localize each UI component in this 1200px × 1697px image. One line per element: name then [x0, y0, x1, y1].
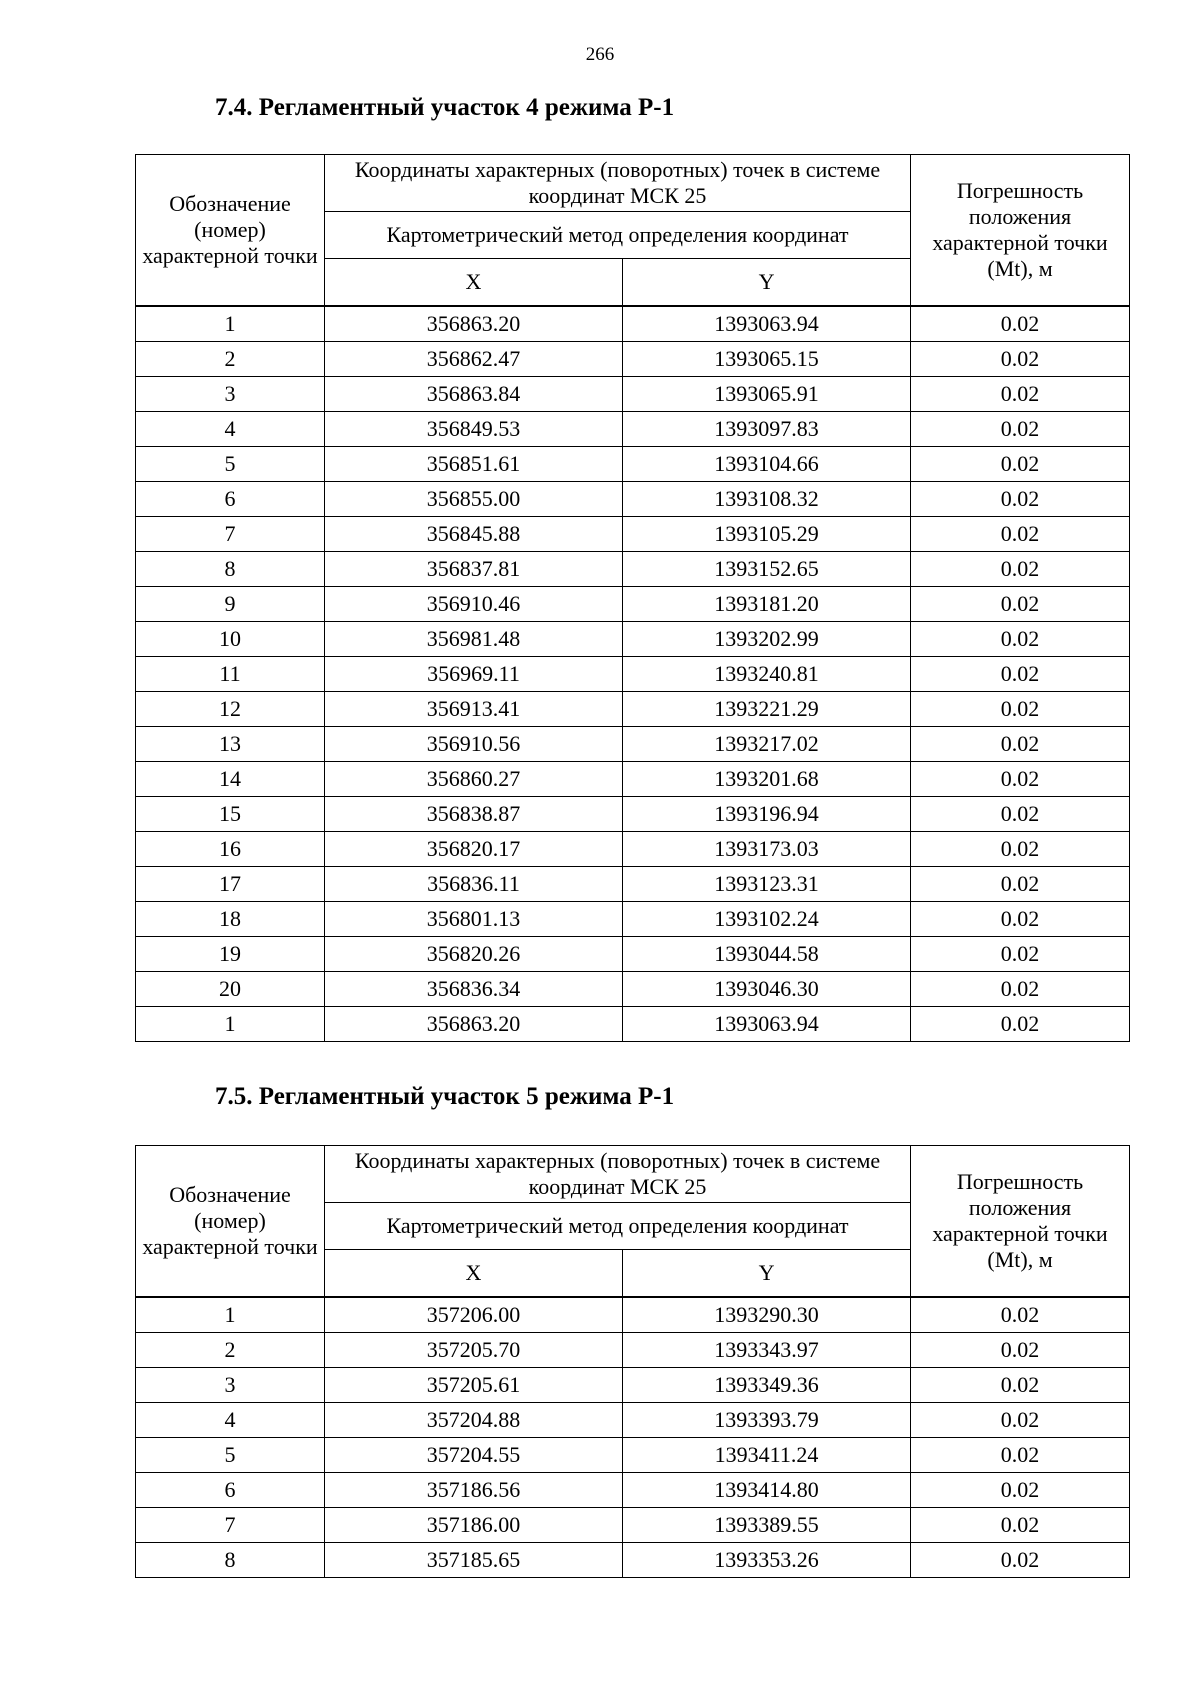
point-number-cell: 2 — [136, 342, 325, 377]
error-cell: 0.02 — [911, 622, 1130, 657]
error-cell: 0.02 — [911, 412, 1130, 447]
y-coordinate-cell: 1393217.02 — [623, 727, 911, 762]
table-row — [136, 1403, 1130, 1438]
y-coordinate-cell: 1393353.26 — [623, 1543, 911, 1578]
x-coordinate-cell: 357186.56 — [325, 1473, 623, 1508]
y-coordinate-cell: 1393411.24 — [623, 1438, 911, 1473]
error-cell: 0.02 — [911, 832, 1130, 867]
header-point-label: Обозначение (номер) характерной точки — [136, 1146, 325, 1298]
error-cell: 0.02 — [911, 1333, 1130, 1368]
point-number-cell: 16 — [136, 832, 325, 867]
point-number-cell: 9 — [136, 587, 325, 622]
table-row — [136, 867, 1130, 902]
x-coordinate-cell: 356837.81 — [325, 552, 623, 587]
table-row — [136, 517, 1130, 552]
error-cell: 0.02 — [911, 867, 1130, 902]
point-number-cell: 6 — [136, 1473, 325, 1508]
y-coordinate-cell: 1393123.31 — [623, 867, 911, 902]
header-x-label: X — [325, 259, 623, 307]
table-row — [136, 797, 1130, 832]
x-coordinate-cell: 356969.11 — [325, 657, 623, 692]
table-row — [136, 377, 1130, 412]
y-coordinate-cell: 1393102.24 — [623, 902, 911, 937]
header-coords-label: Координаты характерных (поворотных) точек в системе координат МСК 25 — [325, 1146, 911, 1203]
y-coordinate-cell: 1393389.55 — [623, 1508, 911, 1543]
error-cell: 0.02 — [911, 447, 1130, 482]
y-coordinate-cell: 1393063.94 — [623, 306, 911, 342]
point-number-cell: 5 — [136, 1438, 325, 1473]
x-coordinate-cell: 356820.17 — [325, 832, 623, 867]
table-row — [136, 1543, 1130, 1578]
error-cell: 0.02 — [911, 1543, 1130, 1578]
y-coordinate-cell: 1393097.83 — [623, 412, 911, 447]
table-row — [136, 902, 1130, 937]
table-row — [136, 447, 1130, 482]
x-coordinate-cell: 356981.48 — [325, 622, 623, 657]
y-coordinate-cell: 1393065.91 — [623, 377, 911, 412]
point-number-cell: 10 — [136, 622, 325, 657]
table-row — [136, 482, 1130, 517]
header-error-label: Погрешность положения характерной точки (Mt), м — [911, 1146, 1130, 1298]
error-cell: 0.02 — [911, 692, 1130, 727]
table-row — [136, 832, 1130, 867]
error-cell: 0.02 — [911, 1473, 1130, 1508]
point-number-cell: 18 — [136, 902, 325, 937]
y-coordinate-cell: 1393065.15 — [623, 342, 911, 377]
y-coordinate-cell: 1393105.29 — [623, 517, 911, 552]
x-coordinate-cell: 357204.88 — [325, 1403, 623, 1438]
point-number-cell: 15 — [136, 797, 325, 832]
y-coordinate-cell: 1393201.68 — [623, 762, 911, 797]
y-coordinate-cell: 1393202.99 — [623, 622, 911, 657]
point-number-cell: 8 — [136, 1543, 325, 1578]
x-coordinate-cell: 356862.47 — [325, 342, 623, 377]
table-body — [136, 306, 1130, 1042]
point-number-cell: 14 — [136, 762, 325, 797]
error-cell: 0.02 — [911, 342, 1130, 377]
x-coordinate-cell: 356849.53 — [325, 412, 623, 447]
error-cell: 0.02 — [911, 377, 1130, 412]
table-row — [136, 937, 1130, 972]
point-number-cell: 1 — [136, 1007, 325, 1042]
y-coordinate-cell: 1393046.30 — [623, 972, 911, 1007]
y-coordinate-cell: 1393104.66 — [623, 447, 911, 482]
point-number-cell: 8 — [136, 552, 325, 587]
error-cell: 0.02 — [911, 1403, 1130, 1438]
y-coordinate-cell: 1393173.03 — [623, 832, 911, 867]
point-number-cell: 4 — [136, 1403, 325, 1438]
table-row — [136, 657, 1130, 692]
error-cell: 0.02 — [911, 482, 1130, 517]
table-row — [136, 1473, 1130, 1508]
point-number-cell: 12 — [136, 692, 325, 727]
point-number-cell: 1 — [136, 1297, 325, 1333]
x-coordinate-cell: 356836.11 — [325, 867, 623, 902]
error-cell: 0.02 — [911, 306, 1130, 342]
point-number-cell: 6 — [136, 482, 325, 517]
y-coordinate-cell: 1393349.36 — [623, 1368, 911, 1403]
y-coordinate-cell: 1393393.79 — [623, 1403, 911, 1438]
table-row — [136, 1368, 1130, 1403]
error-cell: 0.02 — [911, 552, 1130, 587]
error-cell: 0.02 — [911, 762, 1130, 797]
y-coordinate-cell: 1393152.65 — [623, 552, 911, 587]
table-row — [136, 692, 1130, 727]
y-coordinate-cell: 1393414.80 — [623, 1473, 911, 1508]
point-number-cell: 11 — [136, 657, 325, 692]
point-number-cell: 3 — [136, 1368, 325, 1403]
y-coordinate-cell: 1393181.20 — [623, 587, 911, 622]
point-number-cell: 1 — [136, 306, 325, 342]
error-cell: 0.02 — [911, 1297, 1130, 1333]
header-point-label: Обозначение (номер) характерной точки — [136, 155, 325, 307]
header-y-label: Y — [623, 259, 911, 307]
error-cell: 0.02 — [911, 1368, 1130, 1403]
header-coords-label: Координаты характерных (поворотных) точек в системе координат МСК 25 — [325, 155, 911, 212]
error-cell: 0.02 — [911, 972, 1130, 1007]
error-cell: 0.02 — [911, 1007, 1130, 1042]
x-coordinate-cell: 356860.27 — [325, 762, 623, 797]
x-coordinate-cell: 357204.55 — [325, 1438, 623, 1473]
point-number-cell: 4 — [136, 412, 325, 447]
table-row — [136, 1007, 1130, 1042]
table-row — [136, 342, 1130, 377]
x-coordinate-cell: 356913.41 — [325, 692, 623, 727]
x-coordinate-cell: 356845.88 — [325, 517, 623, 552]
y-coordinate-cell: 1393240.81 — [623, 657, 911, 692]
table-row — [136, 1333, 1130, 1368]
coordinates-table-7-4 — [135, 154, 1130, 1042]
x-coordinate-cell: 356836.34 — [325, 972, 623, 1007]
point-number-cell: 19 — [136, 937, 325, 972]
table-row — [136, 1438, 1130, 1473]
y-coordinate-cell: 1393108.32 — [623, 482, 911, 517]
error-cell: 0.02 — [911, 587, 1130, 622]
header-y-label: Y — [623, 1250, 911, 1298]
x-coordinate-cell: 356801.13 — [325, 902, 623, 937]
y-coordinate-cell: 1393196.94 — [623, 797, 911, 832]
x-coordinate-cell: 357186.00 — [325, 1508, 623, 1543]
point-number-cell: 2 — [136, 1333, 325, 1368]
x-coordinate-cell: 356910.56 — [325, 727, 623, 762]
point-number-cell: 5 — [136, 447, 325, 482]
x-coordinate-cell: 356851.61 — [325, 447, 623, 482]
y-coordinate-cell: 1393290.30 — [623, 1297, 911, 1333]
error-cell: 0.02 — [911, 937, 1130, 972]
error-cell: 0.02 — [911, 902, 1130, 937]
page-number: 266 — [585, 44, 615, 65]
point-number-cell: 7 — [136, 1508, 325, 1543]
table-row — [136, 552, 1130, 587]
section-title-7-5: 7.5. Регламентный участок 5 режима Р-1 — [215, 1083, 675, 1110]
point-number-cell: 20 — [136, 972, 325, 1007]
table-row — [136, 727, 1130, 762]
header-error-label: Погрешность положения характерной точки (Mt), м — [911, 155, 1130, 307]
table-row — [136, 1297, 1130, 1333]
header-method-label: Картометрический метод определения координат — [325, 212, 911, 259]
coordinates-table-7-5 — [135, 1145, 1130, 1578]
table-row — [136, 1508, 1130, 1543]
table-row — [136, 306, 1130, 342]
y-coordinate-cell: 1393343.97 — [623, 1333, 911, 1368]
x-coordinate-cell: 356838.87 — [325, 797, 623, 832]
table-row — [136, 622, 1130, 657]
table-body — [136, 1297, 1130, 1578]
error-cell: 0.02 — [911, 797, 1130, 832]
point-number-cell: 17 — [136, 867, 325, 902]
error-cell: 0.02 — [911, 1438, 1130, 1473]
table-row — [136, 587, 1130, 622]
x-coordinate-cell: 356910.46 — [325, 587, 623, 622]
section-title-7-4: 7.4. Регламентный участок 4 режима Р-1 — [215, 94, 675, 121]
x-coordinate-cell: 357205.61 — [325, 1368, 623, 1403]
table-row — [136, 762, 1130, 797]
error-cell: 0.02 — [911, 517, 1130, 552]
x-coordinate-cell: 357206.00 — [325, 1297, 623, 1333]
x-coordinate-cell: 357185.65 — [325, 1543, 623, 1578]
point-number-cell: 7 — [136, 517, 325, 552]
point-number-cell: 13 — [136, 727, 325, 762]
header-x-label: X — [325, 1250, 623, 1298]
x-coordinate-cell: 356863.20 — [325, 306, 623, 342]
table-row — [136, 972, 1130, 1007]
x-coordinate-cell: 356863.20 — [325, 1007, 623, 1042]
error-cell: 0.02 — [911, 727, 1130, 762]
y-coordinate-cell: 1393044.58 — [623, 937, 911, 972]
header-method-label: Картометрический метод определения координат — [325, 1203, 911, 1250]
y-coordinate-cell: 1393221.29 — [623, 692, 911, 727]
x-coordinate-cell: 356855.00 — [325, 482, 623, 517]
table-row — [136, 412, 1130, 447]
x-coordinate-cell: 356863.84 — [325, 377, 623, 412]
point-number-cell: 3 — [136, 377, 325, 412]
error-cell: 0.02 — [911, 657, 1130, 692]
x-coordinate-cell: 357205.70 — [325, 1333, 623, 1368]
x-coordinate-cell: 356820.26 — [325, 937, 623, 972]
error-cell: 0.02 — [911, 1508, 1130, 1543]
y-coordinate-cell: 1393063.94 — [623, 1007, 911, 1042]
